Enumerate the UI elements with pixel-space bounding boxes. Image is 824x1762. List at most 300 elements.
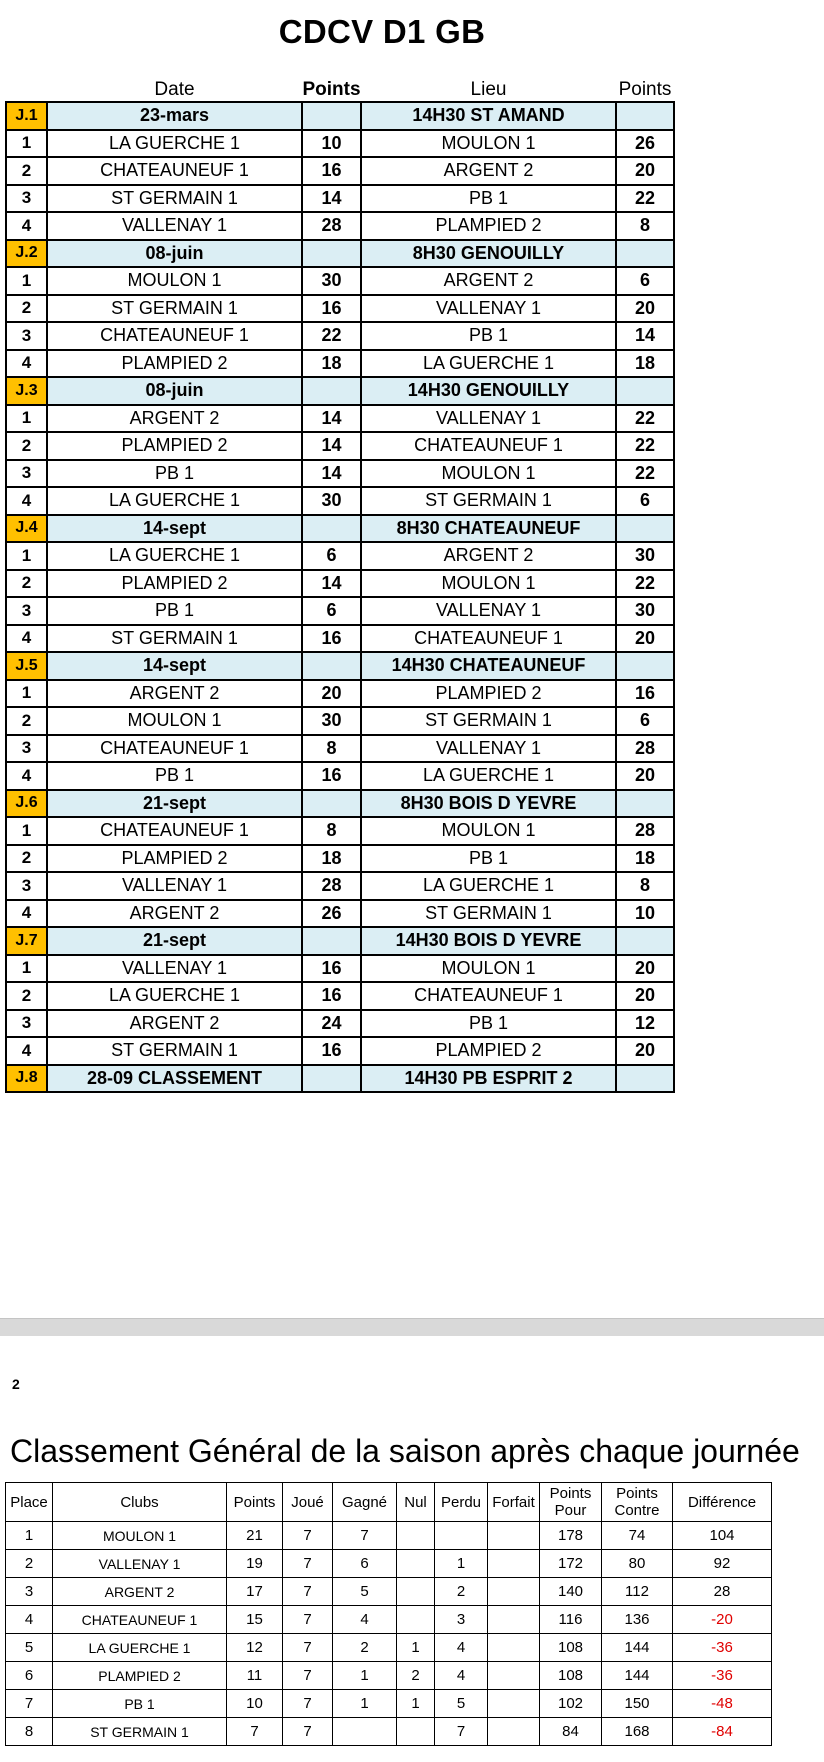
round-header-row (6, 1065, 674, 1093)
match-row (6, 295, 674, 323)
ranking-row (6, 1662, 772, 1690)
home-team: MOULON 1 (47, 267, 302, 295)
away-team: PB 1 (361, 1010, 616, 1038)
match-number: 2 (6, 982, 47, 1010)
home-points: 28 (302, 872, 361, 900)
ranking-row (6, 1522, 772, 1550)
round-date: 08-juin (47, 240, 302, 268)
away-points: 30 (616, 542, 674, 570)
match-row (6, 735, 674, 763)
away-team: PLAMPIED 2 (361, 212, 616, 240)
rank-points: 15 (227, 1606, 283, 1634)
home-team: ST GERMAIN 1 (47, 625, 302, 653)
rank-club: PB 1 (53, 1690, 227, 1718)
home-team: CHATEAUNEUF 1 (47, 735, 302, 763)
round-venue: 8H30 BOIS D YEVRE (361, 790, 616, 818)
match-number: 3 (6, 1010, 47, 1038)
rank-played: 7 (283, 1690, 333, 1718)
rank-club: MOULON 1 (53, 1522, 227, 1550)
header-points-home: Points (302, 79, 361, 100)
match-number: 3 (6, 322, 47, 350)
rank-played: 7 (283, 1606, 333, 1634)
round-blank (302, 240, 361, 268)
away-points: 20 (616, 625, 674, 653)
round-header-row (6, 790, 674, 818)
away-team: LA GUERCHE 1 (361, 762, 616, 790)
rank-won: 6 (333, 1550, 397, 1578)
rank-played: 7 (283, 1662, 333, 1690)
header-empty (6, 74, 47, 102)
home-points: 24 (302, 1010, 361, 1038)
rank-lost: 2 (435, 1578, 488, 1606)
home-points: 8 (302, 735, 361, 763)
match-row (6, 762, 674, 790)
away-team: ST GERMAIN 1 (361, 707, 616, 735)
rank-forfeit (488, 1522, 540, 1550)
home-team: PLAMPIED 2 (47, 570, 302, 598)
away-points: 20 (616, 762, 674, 790)
match-number: 1 (6, 680, 47, 708)
header-difference: Différence (673, 1483, 772, 1522)
home-points: 16 (302, 295, 361, 323)
rank-drawn (397, 1578, 435, 1606)
away-points: 14 (616, 322, 674, 350)
match-row (6, 405, 674, 433)
away-team: ARGENT 2 (361, 267, 616, 295)
match-number: 1 (6, 955, 47, 983)
rank-played: 7 (283, 1634, 333, 1662)
rank-played: 7 (283, 1550, 333, 1578)
match-number: 3 (6, 735, 47, 763)
round-header-row (6, 515, 674, 543)
match-row (6, 212, 674, 240)
header-place: Place (6, 1483, 53, 1522)
match-row (6, 817, 674, 845)
away-team: ST GERMAIN 1 (361, 487, 616, 515)
rank-won: 4 (333, 1606, 397, 1634)
rank-difference: -36 (673, 1634, 772, 1662)
round-blank (302, 102, 361, 130)
match-row (6, 680, 674, 708)
away-points: 26 (616, 130, 674, 158)
home-points: 16 (302, 982, 361, 1010)
rank-points-for: 108 (540, 1662, 602, 1690)
home-team: VALLENAY 1 (47, 872, 302, 900)
away-points: 30 (616, 597, 674, 625)
match-number: 4 (6, 762, 47, 790)
round-date: 23-mars (47, 102, 302, 130)
match-number: 2 (6, 295, 47, 323)
round-header-row (6, 240, 674, 268)
rank-points-against: 80 (602, 1550, 673, 1578)
rank-lost: 4 (435, 1634, 488, 1662)
match-number: 2 (6, 707, 47, 735)
rank-forfeit (488, 1662, 540, 1690)
rank-club: LA GUERCHE 1 (53, 1634, 227, 1662)
home-team: ARGENT 2 (47, 1010, 302, 1038)
match-number: 3 (6, 872, 47, 900)
away-points: 8 (616, 212, 674, 240)
round-label: J.5 (6, 652, 47, 680)
rank-place: 1 (6, 1522, 53, 1550)
rank-points-against: 168 (602, 1718, 673, 1746)
round-blank (616, 240, 674, 268)
rank-place: 3 (6, 1578, 53, 1606)
away-team: LA GUERCHE 1 (361, 350, 616, 378)
home-team: ST GERMAIN 1 (47, 185, 302, 213)
away-points: 12 (616, 1010, 674, 1038)
rank-difference: -36 (673, 1662, 772, 1690)
match-number: 2 (6, 570, 47, 598)
away-points: 22 (616, 185, 674, 213)
home-points: 16 (302, 955, 361, 983)
match-row (6, 542, 674, 570)
round-blank (616, 102, 674, 130)
away-team: PB 1 (361, 185, 616, 213)
home-team: VALLENAY 1 (47, 955, 302, 983)
round-venue: 14H30 PB ESPRIT 2 (361, 1065, 616, 1093)
rank-forfeit (488, 1690, 540, 1718)
round-label: J.7 (6, 927, 47, 955)
rank-lost: 5 (435, 1690, 488, 1718)
match-number: 1 (6, 130, 47, 158)
away-points: 20 (616, 295, 674, 323)
rank-points-against: 144 (602, 1662, 673, 1690)
rank-won (333, 1718, 397, 1746)
header-points-contre: Points Contre (602, 1483, 673, 1522)
rank-club: ARGENT 2 (53, 1578, 227, 1606)
home-team: PB 1 (47, 460, 302, 488)
match-row (6, 157, 674, 185)
rank-forfeit (488, 1550, 540, 1578)
home-points: 16 (302, 762, 361, 790)
rank-club: CHATEAUNEUF 1 (53, 1606, 227, 1634)
home-points: 18 (302, 350, 361, 378)
away-points: 28 (616, 817, 674, 845)
match-row (6, 1010, 674, 1038)
away-team: MOULON 1 (361, 130, 616, 158)
round-label: J.1 (6, 102, 47, 130)
round-blank (302, 927, 361, 955)
match-number: 4 (6, 487, 47, 515)
home-points: 6 (302, 597, 361, 625)
round-blank (616, 377, 674, 405)
match-number: 1 (6, 542, 47, 570)
home-points: 18 (302, 845, 361, 873)
away-points: 20 (616, 1037, 674, 1065)
match-number: 4 (6, 212, 47, 240)
rank-points: 21 (227, 1522, 283, 1550)
away-team: PB 1 (361, 322, 616, 350)
away-points: 22 (616, 460, 674, 488)
home-team: LA GUERCHE 1 (47, 487, 302, 515)
rank-lost: 1 (435, 1550, 488, 1578)
home-team: LA GUERCHE 1 (47, 542, 302, 570)
match-row (6, 597, 674, 625)
away-team: LA GUERCHE 1 (361, 872, 616, 900)
header-forfait: Forfait (488, 1483, 540, 1522)
ranking-title: Classement Général de la saison après chaque journée (10, 1433, 800, 1469)
match-row (6, 872, 674, 900)
round-label: J.6 (6, 790, 47, 818)
home-team: PB 1 (47, 597, 302, 625)
round-blank (616, 1065, 674, 1093)
rank-lost: 7 (435, 1718, 488, 1746)
away-team: ST GERMAIN 1 (361, 900, 616, 928)
match-row (6, 130, 674, 158)
away-team: VALLENAY 1 (361, 597, 616, 625)
away-points: 18 (616, 350, 674, 378)
away-points: 10 (616, 900, 674, 928)
home-points: 14 (302, 185, 361, 213)
round-date: 08-juin (47, 377, 302, 405)
match-number: 1 (6, 267, 47, 295)
ranking-row (6, 1550, 772, 1578)
rank-played: 7 (283, 1578, 333, 1606)
away-team: MOULON 1 (361, 570, 616, 598)
rank-lost: 4 (435, 1662, 488, 1690)
match-number: 4 (6, 1037, 47, 1065)
away-team: PLAMPIED 2 (361, 680, 616, 708)
rank-difference: -48 (673, 1690, 772, 1718)
header-perdu: Perdu (435, 1483, 488, 1522)
header-points-pour: Points Pour (540, 1483, 602, 1522)
round-date: 14-sept (47, 652, 302, 680)
rank-points-against: 150 (602, 1690, 673, 1718)
rank-won: 1 (333, 1690, 397, 1718)
match-row (6, 487, 674, 515)
round-venue: 8H30 CHATEAUNEUF (361, 515, 616, 543)
rank-club: PLAMPIED 2 (53, 1662, 227, 1690)
round-blank (302, 377, 361, 405)
round-blank (302, 1065, 361, 1093)
page-number: 2 (12, 1376, 20, 1392)
match-number: 3 (6, 460, 47, 488)
away-points: 8 (616, 872, 674, 900)
header-nul: Nul (397, 1483, 435, 1522)
rank-points: 11 (227, 1662, 283, 1690)
match-number: 3 (6, 185, 47, 213)
away-team: PB 1 (361, 845, 616, 873)
home-team: CHATEAUNEUF 1 (47, 817, 302, 845)
home-team: ARGENT 2 (47, 900, 302, 928)
round-venue: 14H30 BOIS D YEVRE (361, 927, 616, 955)
rank-points-against: 144 (602, 1634, 673, 1662)
home-points: 28 (302, 212, 361, 240)
home-team: CHATEAUNEUF 1 (47, 322, 302, 350)
away-team: CHATEAUNEUF 1 (361, 982, 616, 1010)
home-points: 26 (302, 900, 361, 928)
match-row (6, 432, 674, 460)
away-team: MOULON 1 (361, 955, 616, 983)
rank-points: 12 (227, 1634, 283, 1662)
round-date: 21-sept (47, 927, 302, 955)
away-points: 20 (616, 982, 674, 1010)
away-team: CHATEAUNEUF 1 (361, 432, 616, 460)
round-venue: 14H30 CHATEAUNEUF (361, 652, 616, 680)
away-team: MOULON 1 (361, 817, 616, 845)
home-points: 30 (302, 487, 361, 515)
away-team: ARGENT 2 (361, 157, 616, 185)
round-label: J.4 (6, 515, 47, 543)
home-points: 16 (302, 625, 361, 653)
rank-difference: 92 (673, 1550, 772, 1578)
rank-played: 7 (283, 1522, 333, 1550)
match-number: 4 (6, 350, 47, 378)
round-blank (616, 790, 674, 818)
header-gagne: Gagné (333, 1483, 397, 1522)
round-header-row (6, 927, 674, 955)
rank-place: 5 (6, 1634, 53, 1662)
home-team: ARGENT 2 (47, 405, 302, 433)
rank-place: 4 (6, 1606, 53, 1634)
round-header-row (6, 652, 674, 680)
home-points: 14 (302, 405, 361, 433)
home-points: 16 (302, 1037, 361, 1065)
home-points: 14 (302, 460, 361, 488)
away-points: 22 (616, 405, 674, 433)
match-number: 2 (6, 845, 47, 873)
rank-drawn (397, 1522, 435, 1550)
away-points: 22 (616, 570, 674, 598)
round-venue: 14H30 ST AMAND (361, 102, 616, 130)
home-team: MOULON 1 (47, 707, 302, 735)
round-date: 28-09 CLASSEMENT (47, 1065, 302, 1093)
away-points: 20 (616, 955, 674, 983)
rank-drawn: 1 (397, 1690, 435, 1718)
rank-difference: 28 (673, 1578, 772, 1606)
match-row (6, 350, 674, 378)
rank-club: ST GERMAIN 1 (53, 1718, 227, 1746)
rank-points: 17 (227, 1578, 283, 1606)
rank-drawn (397, 1606, 435, 1634)
away-team: MOULON 1 (361, 460, 616, 488)
round-date: 14-sept (47, 515, 302, 543)
away-points: 6 (616, 267, 674, 295)
match-number: 2 (6, 157, 47, 185)
home-team: CHATEAUNEUF 1 (47, 157, 302, 185)
rank-place: 2 (6, 1550, 53, 1578)
page-separator (0, 1318, 824, 1337)
ranking-row (6, 1634, 772, 1662)
match-number: 3 (6, 597, 47, 625)
rank-played: 7 (283, 1718, 333, 1746)
match-row (6, 845, 674, 873)
rank-points-for: 108 (540, 1634, 602, 1662)
round-header-row (6, 102, 674, 130)
match-row (6, 322, 674, 350)
round-label: J.3 (6, 377, 47, 405)
ranking-header-row (6, 1483, 772, 1522)
match-row (6, 900, 674, 928)
rank-won: 1 (333, 1662, 397, 1690)
rank-points-for: 172 (540, 1550, 602, 1578)
away-points: 28 (616, 735, 674, 763)
rank-points-for: 140 (540, 1578, 602, 1606)
rank-won: 2 (333, 1634, 397, 1662)
away-points: 6 (616, 707, 674, 735)
away-points: 6 (616, 487, 674, 515)
round-label: J.2 (6, 240, 47, 268)
rank-points-for: 178 (540, 1522, 602, 1550)
rank-difference: 104 (673, 1522, 772, 1550)
header-clubs: Clubs (53, 1483, 227, 1522)
home-points: 22 (302, 322, 361, 350)
header-points-away: Points (618, 79, 672, 100)
away-team: VALLENAY 1 (361, 405, 616, 433)
away-team: ARGENT 2 (361, 542, 616, 570)
match-row (6, 955, 674, 983)
rank-won: 7 (333, 1522, 397, 1550)
page-title: CDCV D1 GB (278, 13, 486, 50)
home-points: 6 (302, 542, 361, 570)
ranking-row (6, 1718, 772, 1746)
header-date: Date (154, 79, 195, 100)
rank-points-for: 84 (540, 1718, 602, 1746)
rank-forfeit (488, 1718, 540, 1746)
rank-points: 10 (227, 1690, 283, 1718)
rank-place: 7 (6, 1690, 53, 1718)
rank-points-against: 136 (602, 1606, 673, 1634)
home-team: ARGENT 2 (47, 680, 302, 708)
ranking-row (6, 1606, 772, 1634)
match-number: 1 (6, 817, 47, 845)
match-row (6, 1037, 674, 1065)
match-row (6, 982, 674, 1010)
rank-forfeit (488, 1606, 540, 1634)
home-team: LA GUERCHE 1 (47, 982, 302, 1010)
rank-forfeit (488, 1634, 540, 1662)
match-number: 4 (6, 625, 47, 653)
round-header-row (6, 377, 674, 405)
away-points: 16 (616, 680, 674, 708)
home-team: PB 1 (47, 762, 302, 790)
schedule-header-row (6, 74, 674, 102)
ranking-row (6, 1578, 772, 1606)
round-blank (302, 652, 361, 680)
rank-points: 7 (227, 1718, 283, 1746)
round-venue: 14H30 GENOUILLY (361, 377, 616, 405)
rank-points-against: 112 (602, 1578, 673, 1606)
round-label: J.8 (6, 1065, 47, 1093)
home-team: ST GERMAIN 1 (47, 295, 302, 323)
away-points: 20 (616, 157, 674, 185)
rank-drawn: 1 (397, 1634, 435, 1662)
round-blank (616, 515, 674, 543)
match-row (6, 460, 674, 488)
ranking-row (6, 1690, 772, 1718)
match-row (6, 625, 674, 653)
round-venue: 8H30 GENOUILLY (361, 240, 616, 268)
home-points: 14 (302, 570, 361, 598)
rank-place: 6 (6, 1662, 53, 1690)
home-team: VALLENAY 1 (47, 212, 302, 240)
home-points: 20 (302, 680, 361, 708)
rank-lost (435, 1522, 488, 1550)
home-team: PLAMPIED 2 (47, 350, 302, 378)
away-team: VALLENAY 1 (361, 735, 616, 763)
round-blank (302, 790, 361, 818)
schedule-table (5, 74, 675, 1093)
away-team: VALLENAY 1 (361, 295, 616, 323)
header-points: Points (227, 1483, 283, 1522)
away-team: CHATEAUNEUF 1 (361, 625, 616, 653)
home-team: PLAMPIED 2 (47, 432, 302, 460)
home-team: PLAMPIED 2 (47, 845, 302, 873)
away-points: 22 (616, 432, 674, 460)
round-blank (616, 927, 674, 955)
match-row (6, 570, 674, 598)
